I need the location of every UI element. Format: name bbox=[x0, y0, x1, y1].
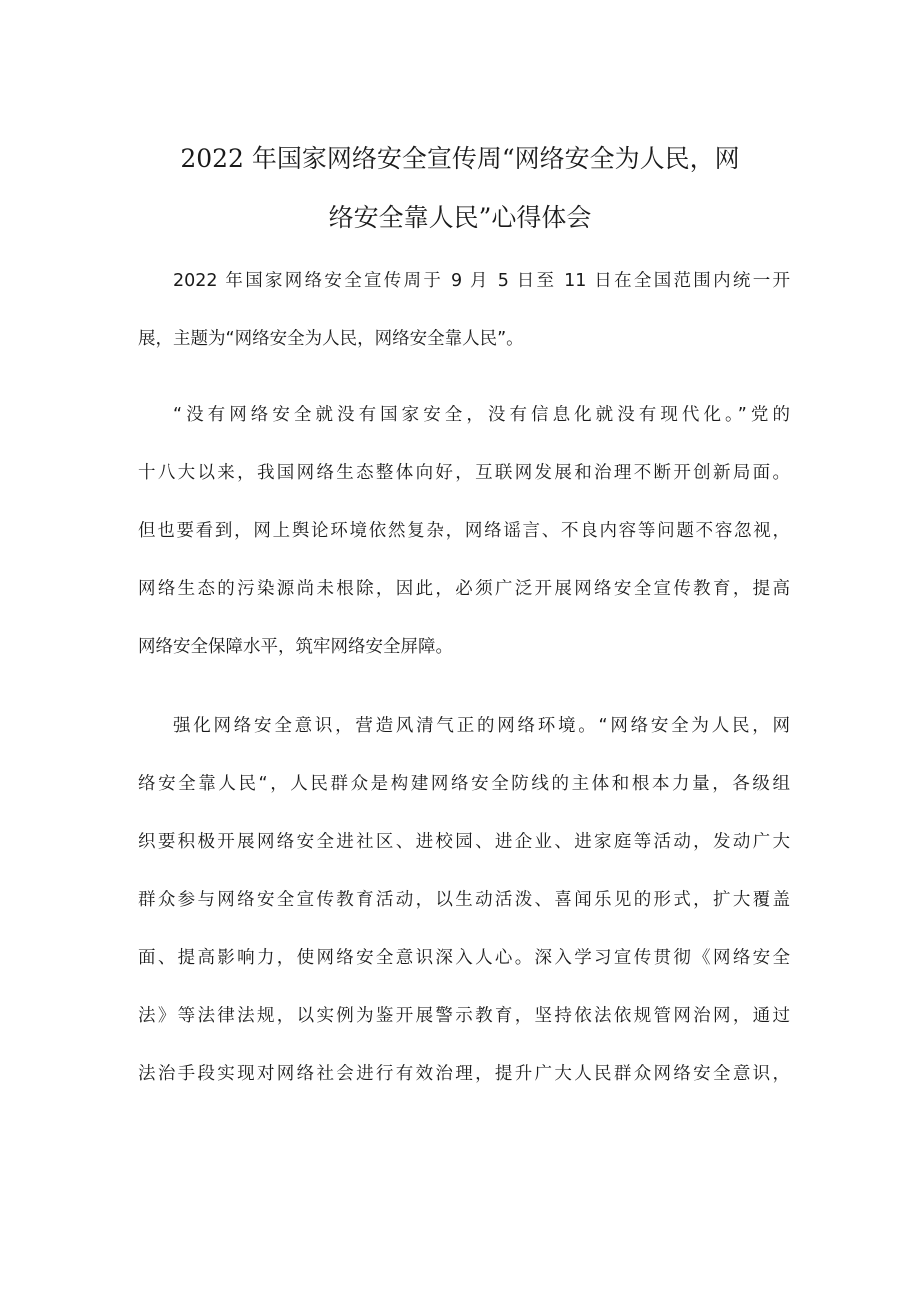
paragraph-line: 网络生态的污染源尚未根除，因此，必须广泛开展网络安全宣传教育，提高 bbox=[138, 579, 790, 599]
paragraph-line: 法治手段实现对网络社会进行有效治理，提升广大人民群众网络安全意识， bbox=[138, 1064, 790, 1084]
paragraph-line: 网络安全保障水平，筑牢网络安全屏障。 bbox=[138, 637, 453, 657]
paragraph-line: 但也要看到，网上舆论环境依然复杂，网络谣言、不良内容等问题不容忽视， bbox=[138, 521, 790, 541]
paragraph-line: 展，主题为“网络安全为人民，网络安全靠人民”。 bbox=[138, 329, 524, 349]
paragraph-line: “没有网络安全就没有国家安全，没有信息化就没有现代化。”党的 bbox=[173, 405, 790, 425]
paragraph-line: 法》等法律法规，以实例为鉴开展警示教育，坚持依法依规管网治网，通过 bbox=[138, 1006, 790, 1026]
paragraph-1 bbox=[138, 266, 790, 382]
paragraph-line: 群众参与网络安全宣传教育活动，以生动活泼、喜闻乐见的形式，扩大覆盖 bbox=[138, 890, 790, 910]
paragraph-line: 络安全靠人民“，人民群众是构建网络安全防线的主体和根本力量，各级组 bbox=[138, 774, 790, 794]
paragraph-line: 2022 年国家网络安全宣传周于 9 月 5 日至 11 日在全国范围内统一开 bbox=[173, 271, 790, 291]
paragraph-line: 面、提高影响力，使网络安全意识深入人心。深入学习宣传贯彻《网络安全 bbox=[138, 948, 790, 968]
paragraph-3 bbox=[138, 711, 790, 1117]
document-title-line-1: 2022 年国家网络安全宣传周“网络安全为人民，网 bbox=[180, 144, 740, 173]
document-title-line-2: 络安全靠人民”心得体会 bbox=[328, 203, 592, 232]
paragraph-line: 强化网络安全意识，营造风清气正的网络环境。“网络安全为人民，网 bbox=[173, 716, 790, 736]
paragraph-line: 十八大以来，我国网络生态整体向好，互联网发展和治理不断开创新局面。 bbox=[138, 463, 790, 483]
paragraph-2 bbox=[138, 400, 790, 690]
paragraph-line: 织要积极开展网络安全进社区、进校园、进企业、进家庭等活动，发动广大 bbox=[138, 832, 790, 852]
